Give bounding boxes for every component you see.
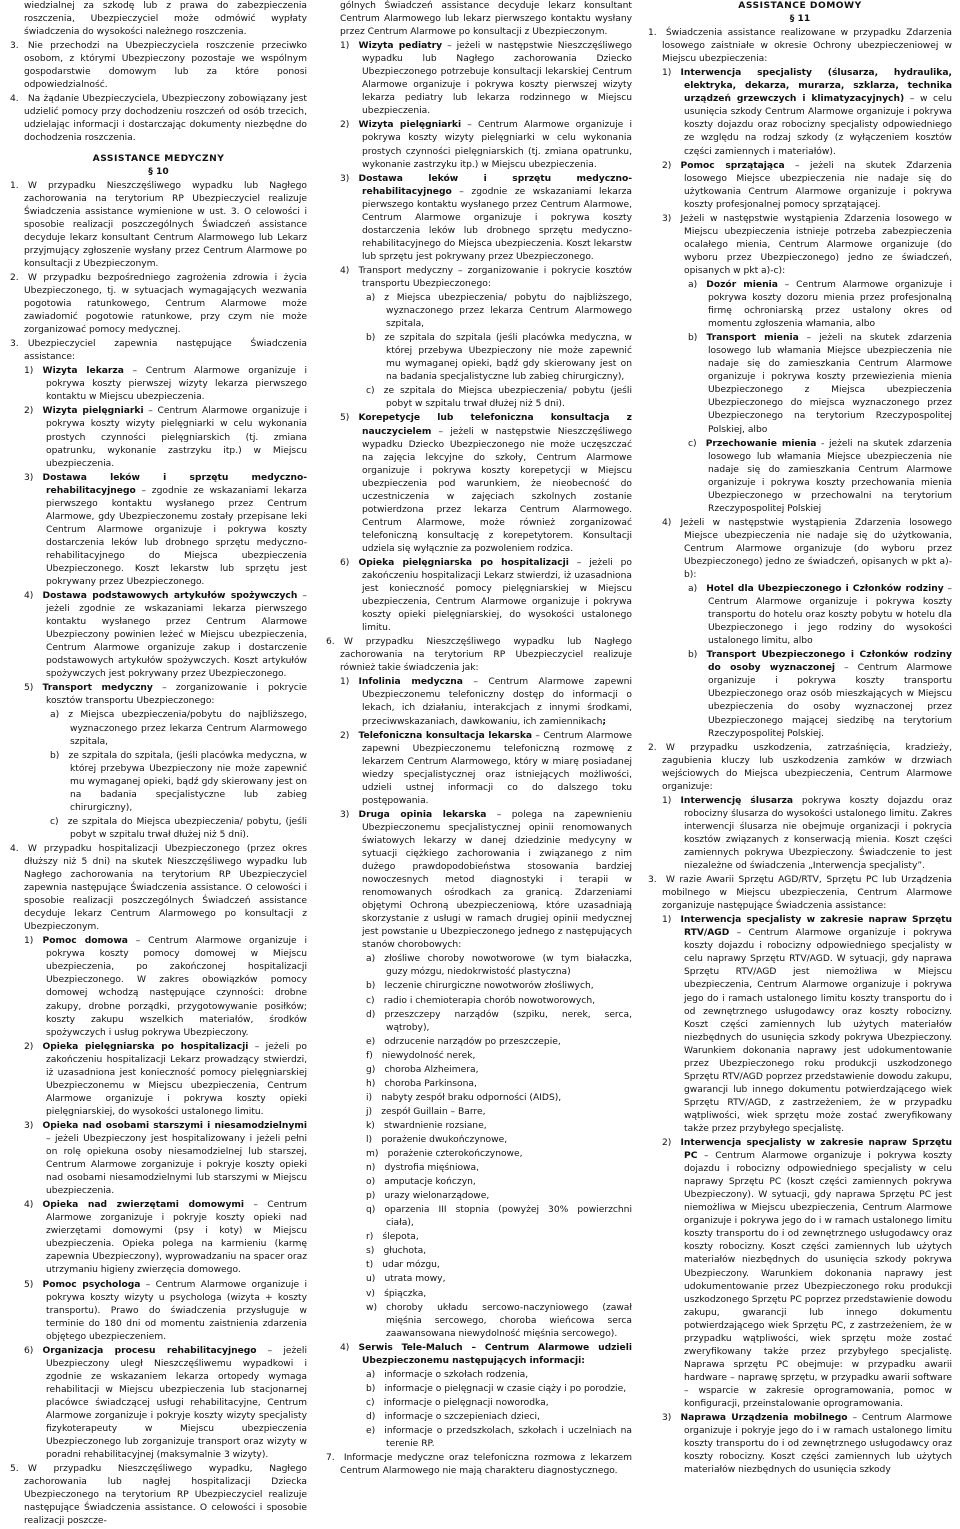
numbered-point: 1) Wizyta lekarza – Centrum Alarmowe organizuje i pokrywa koszty pierwszej wizyty lekarza pierwszego kontaktu w Miejscu ubezpieczenia. [24, 366, 307, 403]
numbered-clause: 6. W przypadku Nieszczęśliwego wypadku lub Nagłego zachorowania na terytorium RP Ubezpieczyciel realizuje również takie świadczenia jak: [326, 637, 632, 674]
numbered-clause: 5. W przypadku Nieszczęśliwego wypadku, Nagłego zachorowania lub nagłej hospitalizacji Dziecka Ubezpieczonego na terytorium RP Ubezpieczyciel realizuje następujące Świadczenia assistance. O celowości i sposobie realizacji poszcze- [10, 1464, 307, 1527]
numbered-clause: 3. W razie Awarii Sprzętu AGD/RTV, Sprzętu PC lub Urządzenia mobilnego w Miejscu ubezpieczenia, Centrum Alarmowe zorganizuje następujące Świadczenia assistance: [648, 875, 952, 912]
lettered-subpoint: e) odrzucenie narządów po przeszczepie, [366, 1036, 561, 1047]
numbered-point: 1) Pomoc domowa – Centrum Alarmowe organizuje i pokrywa koszty pomocy domowej w Miejscu ubezpieczenia, po zakończonej hospitalizacji Ubezpieczonego. W zakres obowiązków pomocy domowej wchodzą następujące czynności: drobne zakupy, drobne porządki, przygotowywanie posiłków; koszty zakupu wszelkich materiałów, środków spożywczych i usług pokrywa Ubezpieczony. [24, 936, 307, 1038]
numbered-clause: 4. Na żądanie Ubezpieczyciela, Ubezpieczony zobowiązany jest udzielić pomocy przy dochodzeniu roszczeń od osób trzecich, udzielając informacji i dostarczając dokumenty niezbędne do dochodzenia roszczenia. [10, 94, 307, 144]
numbered-point: 1) Interwencję ślusarza pokrywa koszty dojazdu oraz robocizny ślusarza do wysokości ustalonego limitu. Zakres interwencji ślusarza nie obejmuje organizacji i pokrycia kosztów związanych z konserwacją mienia. Koszt części zamiennych pokrywa Ubezpieczony. Świadczenie to jest niezależne od świadczenia „Interwencja specjalisty”. [662, 795, 952, 872]
numbered-point: 6) Opieka pielęgniarska po hospitalizacji – jeżeli po zakończeniu hospitalizacji Lekarz stwierdzi, iż uzasadniona jest konieczność pomocy pielęgniarskiej w Miejscu ubezpieczenia, Centrum Alarmowe organizuje i pokrywa koszty opieki pielęgniarskiej, do wysokości ustalonego limitu. [340, 557, 632, 634]
section-heading: ASSISTANCE DOMOWY [738, 1, 862, 11]
numbered-point: 4) Jeżeli w następstwie wystąpienia Zdarzenia losowego Miejsce ubezpieczenia nie nadaje się do użytkowania, Centrum Alarmowe organizuje (do wyboru przez Ubezpieczonego) jedno ze świadczeń, opisanych w pkt a)-b): [662, 517, 952, 581]
lettered-subpoint: v) śpiączka, [366, 1288, 427, 1299]
lettered-subpoint: c) radio i chemioterapia chorób nowotworowych, [366, 995, 596, 1006]
lettered-subpoint: d) przeszczepy narządów (szpiku, nerek, serca, wątroby), [366, 1009, 632, 1033]
lettered-subpoint: a) Dozór mienia – Centrum Alarmowe organizuje i pokrywa koszty dozoru mienia przez profesjonalną firmę ochroniarską przez ustalony okres od momentu zgłoszenia włamania, albo [688, 279, 952, 330]
lettered-subpoint: j) zespół Guillain – Barre, [366, 1106, 486, 1117]
numbered-clause: 2. W przypadku bezpośredniego zagrożenia zdrowia i życia Ubezpieczonego, tj. w sytuacjach wymagających wezwania pogotowia ratunkowego, Centrum Alarmowe może zawiadomić pogotowie ratunkowe, przy czym nie może zorganizować pomocy medycznej. [10, 272, 307, 336]
lettered-subpoint: a) złośliwe choroby nowotworowe (w tym białaczka, guzy mózgu, niedokrwistość plastyczna) [366, 954, 632, 978]
numbered-clause: 1. W przypadku Nieszczęśliwego wypadku lub Nagłego zachorowania na terytorium RP Ubezpieczyciel realizuje Świadczenia assistance wymienione w ust. 3. O celowości i sposobie realizacji poszczególnych Świadczeń assistance decyduje lekarz konsultant Centrum Alarmowego lub Lekarz przyjmujący zgłoszenie wysłany przez Centrum Alarmowe po konsultacji z Ubezpieczonym. [10, 180, 307, 269]
lettered-subpoint: e) informacje o przedszkolach, szkołach i uczelniach na terenie RP. [366, 1425, 632, 1450]
numbered-point: 4) Opieka nad zwierzętami domowymi – Centrum Alarmowe zorganizuje i pokryje koszty opieki nad zwierzętami domowymi (psy i koty) w Miejscu ubezpieczenia. Opieka polega na karmieniu (karmę zapewnia Ubezpieczony), wyprowadzaniu na spacer oraz utrzymaniu higieny zwierzęcia domowego. [24, 1200, 307, 1276]
numbered-point: 2) Interwencja specjalisty w zakresie napraw Sprzętu PC – Centrum Alarmowe organizuje i pokrywa koszty dojazdu i robocizny odpowiedniego specjalisty w celu naprawy Sprzętu PC (koszt części zamiennych pokrywa Ubezpieczony). W sytuacji, gdy naprawa Sprzętu PC jest niemożliwa w Miejscu ubezpieczenia, Centrum Alarmowe organizuje i pokrywa jego do i w ramach ustalonego limitu koszty transportu do i od zewnętrznego usługodawcy oraz koszty robocizny. Koszt części zamiennych lub użytych materiałów niezbędnych do usunięcia szkody pokrywa Ubezpieczony. Warunkiem dokonania naprawy jest udokumentowanie przez Ubezpieczonego roku produkcji uszkodzonego Sprzętu PC poprzez przedstawienie dowodu zakupu, gwarancji lub innego dokumentu potwierdzającego wiek Sprzętu PC, z zastrzeżeniem, że w przypadku wątpliwości, wiek sprzętu może zostać zweryfikowany także przez przybyłego specjalistę. Naprawa sprzętu PC obejmuje: w przypadku awarii hardware – naprawę sprzętu, w przypadku awarii software – wsparcie w zakresie oprogramowania, pomoc w konfiguracji, przeinstalowanie oprogramowania. [662, 1138, 952, 1409]
lettered-subpoint: b) informacje o pielęgnacji w czasie ciąży i po porodzie, [366, 1383, 627, 1394]
lettered-subpoint: c) Przechowanie mienia - jeżeli na skutek zdarzenia losowego lub włamania Miejsce ubezpieczenia nie nadaje się do zamieszkania Centrum Alarmowe organizuje i pokrywa koszty przechowania mienia Ubezpieczonego w przechowalni na terytorium Rzeczypospolitej Polskiej [688, 438, 952, 514]
numbered-point: 1) Interwencja specjalisty (ślusarza, hydraulika, elektryka, dekarza, murarza, szklarza, technika urządzeń grzewczych i klimatyzacyjnych) – w celu usunięcia szkody Centrum Alarmowe organizuje i pokrywa koszty dojazdu oraz robocizny specjalisty odpowiedniego ze względu na rodzaj szkody (z wyłączeniem kosztów części zamiennych i materiałów). [662, 68, 952, 157]
numbered-clause: 1. Świadczenia assistance realizowane w przypadku Zdarzenia losowego zaistniałe w okresie Ochrony ubezpieczeniowej w Miejscu ubezpieczenia: [648, 28, 952, 65]
numbered-point: 2) Telefoniczna konsultacja lekarska – Centrum Alarmowe zapewni Ubezpieczonemu telefoniczną rozmowę z lekarzem Centrum Alarmowego, który w miarę posiadanej wiedzy specjalistycznej oraz istniejących możliwości, udzieli ustnej informacji co do dalszego toku postępowania. [340, 730, 632, 806]
numbered-point: 3) Naprawa Urządzenia mobilnego – Centrum Alarmowe organizuje i pokryje jego do i w ramach ustalonego limitu koszty transportu do i od zewnętrznego usługodawcy oraz koszty robocizny. Koszt części zamiennych lub użytych materiałów niezbędnych do usunięcia szkody [662, 1413, 953, 1476]
numbered-point: 5) Transport medyczny – zorganizowanie i pokrycie kosztów transportu Ubezpieczonego: [24, 683, 307, 707]
numbered-point: 5) Korepetycje lub telefoniczna konsultacja z nauczycielem – jeżeli w następstwie Nieszczęśliwego wypadku Dziecko Ubezpieczonego nie może uczęszczać na zajęcia lekcyjne do szkoły, Centrum Alarmowe organizuje i pokrywa koszty korepetycji w Miejscu ubezpieczenia pod warunkiem, że nieobecność do uczestniczenia w zajęciach szkolnych zostanie potwierdzona przez lekarza Centrum Alarmowego. Centrum Alarmowe, może również zorganizować telefoniczną konsultację z korepetytorem. Konsultacji udziela się wyłącznie za pozwoleniem rodzica. [340, 413, 632, 554]
lettered-subpoint: c) informacje o pielęgnacji noworodka, [366, 1397, 549, 1408]
lettered-subpoint: q) oparzenia III stopnia (powyżej 30% powierzchni ciała), [366, 1205, 632, 1229]
numbered-point: 3) Opieka nad osobami starszymi i niesamodzielnymi – jeżeli Ubezpieczony jest hospitalizowany i jeżeli pełni on rolę opiekuna osoby niesamodzielnej lub starszej, Centrum Alarmowe zorganizuje i pokryje koszty opieki nad osobami niesamodzielnymi lub starszymi w Miejscu ubezpieczenia. [24, 1120, 307, 1197]
numbered-point: 6) Organizacja procesu rehabilitacyjnego – jeżeli Ubezpieczony uległ Nieszczęśliwemu wypadkowi i zgodnie ze wskazaniem lekarza ortopedy wymaga rehabilitacji w Miejscu ubezpieczenia lub stacjonarnej placówce świadczącej usługi rehabilitacyjne, Centrum Alarmowe zorganizuje i pokryje koszty wizyty specjalisty fizykoterapeuty w Miejscu ubezpieczenia Ubezpieczonego lub zorganizuje transport oraz wizyty w poradni rehabilitacyjnej (maksymalnie 3 wizyty). [24, 1345, 307, 1461]
column-middle [326, 0, 632, 1479]
numbered-point: 2) Wizyta pielęgniarki – Centrum Alarmowe organizuje i pokrywa koszty wizyty pielęgniarki w celu wykonania prostych czynności pielęgniarskich (tj. zmiana opatrunku, wykonanie zastrzyku itp.) w Miejscu ubezpieczenia. [340, 120, 632, 170]
lettered-subpoint: a) z Miejsca ubezpieczenia/pobytu do najbliższego, wyznaczonego przez lekarza Centrum Alarmowego szpitala, [50, 710, 307, 747]
numbered-clause: 4. W przypadku hospitalizacji Ubezpieczonego (przez okres dłuższy niż 5 dni) na skutek Nieszczęśliwego wypadku lub Nagłego zachorowania na terytorium RP Ubezpieczyciel zapewnia następujące Świadczenia assistance. O celowości i sposobie realizacji poszczególnych Świadczeń assistance decyduje lekarz Centrum Alarmowego po konsultacji z Ubezpieczonym. [10, 843, 307, 933]
column-left [10, 0, 307, 1529]
numbered-clause: 2. W przypadku uszkodzenia, zatrzaśnięcia, kradzieży, zagubienia kluczy lub uszkodzenia zamków w drzwiach wejściowych do Miejsca ubezpieczenia, Centrum Alarmowe organizuje: [648, 742, 952, 792]
lettered-subpoint: a) Hotel dla Ubezpieczonego i Członków rodziny – Centrum Alarmowe organizuje i pokrywa koszty transportu do hotelu oraz koszty pobytu w hotelu dla Ubezpieczonego i jego rodziny do wysokości ustalonego limitu, albo [688, 584, 953, 647]
numbered-clause: 7. Informacje medyczne oraz telefoniczna rozmowa z lekarzem Centrum Alarmowego nie mają charakteru diagnostycznego. [326, 1453, 632, 1477]
lettered-subpoint: f) niewydolność nerek, [366, 1050, 476, 1061]
section-number: § 10 [148, 166, 169, 177]
lettered-subpoint: p) urazy wielonarządowe, [366, 1191, 490, 1202]
lettered-subpoint: h) choroba Parkinsona, [366, 1078, 477, 1089]
lettered-subpoint: a) z Miejsca ubezpieczenia/ pobytu do najbliższego, wyznaczonego przez lekarza Centrum Alarmowego szpitala, [366, 293, 632, 330]
numbered-point: 1) Interwencja specjalisty w zakresie napraw Sprzętu RTV/AGD – Centrum Alarmowe organizuje i pokrywa koszty dojazdu i robocizny odpowiedniego specjalisty w celu naprawy Sprzętu RTV/AGD. W sytuacji, gdy naprawa Sprzętu RTV/AGD jest niemożliwa w Miejscu ubezpieczenia, Centrum Alarmowe organizuje i pokrywa jego do i ramach ustalonego limitu koszty transportu do i od zewnętrznego usługodawcy oraz koszty robocizny. Koszt części zamiennych lub użytych materiałów niezbędnych do usunięcia szkody pokrywa Ubezpieczony. Warunkiem dokonania naprawy jest udokumentowanie przez Ubezpieczonego roku produkcji uszkodzonego Sprzętu RTV/AGD poprzez przedstawienie dowodu zakupu, gwarancji lub innego dokumentu potwierdzającego wiek Sprzętu RTV/AGD, z zastrzeżeniem, że w przypadku wątpliwości, wiek sprzętu może zostać zweryfikowany także przez przybyłego specjalistę. [662, 915, 952, 1134]
lettered-subpoint: w) choroby układu sercowo-naczyniowego (zawał mięśnia sercowego, choroba wieńcowa serca zaawansowana niewydolność mięśnia sercowego). [366, 1302, 632, 1339]
lettered-subpoint: c) ze szpitala do Miejsca ubezpieczenia/ pobytu, (jeśli pobyt w szpitalu trwał dłużej niż 5 dni). [50, 816, 307, 840]
section-number: § 11 [789, 14, 811, 25]
numbered-point: 3) Druga opinia lekarska – polega na zapewnieniu Ubezpieczonemu specjalistycznej opinii renomowanych światowych lekarzy w danej dziedzinie medycyny w sytuacji ciężkiego zachorowania i związanego z nim dużego prawdopodobieństwa stosowania bardziej nowoczesnych metod diagnostyki i terapii w renomowanych ośrodkach za granicą. Zdarzeniami objętymi Ochroną ubezpieczeniową, które uzasadniają skorzystanie z usługi w ramach drugiej opinii medycznej jest powstanie u Ubezpieczonego jednego z następujących stanów chorobowych: [340, 809, 632, 951]
section-heading: ASSISTANCE MEDYCZNY [92, 153, 225, 164]
numbered-point: 3) Dostawa leków i sprzętu medyczno-rehabilitacyjnego – zgodnie ze wskazaniami lekarza pierwszego kontaktu wysłanego przez Centrum Alarmowe, Centrum Alarmowe organizuje i pokrywa koszty dostarczenia leków lub drobnego sprzętu medyczno-rehabilitacyjnego do Miejsca ubezpieczenia. Koszt lekarstw lub sprzętu jest pokrywany przez Ubezpieczonego. [340, 173, 632, 262]
numbered-point: 3) Jeżeli w następstwie wystąpienia Zdarzenia losowego w Miejscu ubezpieczenia istnieje potrzeba zabezpieczenia ocalałego mienia, Centrum Alarmowe organizuje (do wyboru przez Ubezpieczonego) jedno ze świadczeń, opisanych w pkt a)-c): [662, 213, 952, 276]
lettered-subpoint: b) Transport mienia – jeżeli na skutek zdarzenia losowego lub włamania Miejsce ubezpieczenia nie nadaje się do zamieszkania Centrum Alarmowe organizuje i pokrywa koszty przewiezienia mienia Ubezpieczonego z Miejsca ubezpieczenia Ubezpieczonego do miejsca wyznaczonego przez Ubezpieczonego na terytorium Rzeczypospolitej Polskiej, albo [688, 333, 952, 435]
numbered-point: 4) Transport medyczny – zorganizowanie i pokrycie kosztów transportu Ubezpieczonego: [340, 265, 632, 289]
lettered-subpoint: g) choroba Alzheimera, [366, 1064, 479, 1075]
numbered-point: 4) Dostawa podstawowych artykułów spożywczych – jeżeli zgodnie ze wskazaniami lekarza pierwszego kontaktu wysłanego przez Centrum Alarmowe Ubezpieczony powinien leżeć w Miejscu ubezpieczenia, Centrum Alarmowe organizuje zakup i dostarczenie podstawowych artykułów spożywczych. Koszt artykułów spożywczych jest pokrywany przez Ubezpieczonego. [24, 591, 307, 680]
lettered-subpoint: k) stwardnienie rozsiane, [366, 1120, 487, 1131]
lettered-subpoint: u) utrata mowy, [366, 1274, 446, 1285]
numbered-clause: 3. Ubezpieczyciel zapewnia następujące Świadczenia assistance: [10, 339, 307, 363]
numbered-point: 2) Wizyta pielęgniarki – Centrum Alarmowe organizuje i pokrywa koszty wizyty pielęgniarki w celu wykonania prostych czynności pielęgniarskich (tj. zmiana opatrunku, wykonanie zastrzyku itp.) w Miejscu ubezpieczenia. [24, 406, 307, 469]
lettered-subpoint: s) głuchota, [366, 1246, 427, 1257]
lettered-subpoint: a) informacje o szkołach rodzenia, [366, 1369, 529, 1380]
lettered-subpoint: o) amputacje kończyn, [366, 1177, 476, 1188]
numbered-point: 3) Dostawa leków i sprzętu medyczno-rehabilitacyjnego – zgodnie ze wskazaniami lekarza pierwszego kontaktu wysłanego przez Centrum Alarmowe, gdy Ubezpieczonemu zostały przepisane leki Centrum Alarmowe organizuje i pokrywa koszty dostarczenia leków lub drobnego sprzętu medyczno-rehabilitacyjnego do Miejsca ubezpieczenia Ubezpieczonego. Koszt lekarstw lub sprzętu jest pokrywany przez Ubezpieczonego. [24, 472, 307, 588]
lettered-subpoint: l) porażenie dwukończynowe, [366, 1134, 508, 1145]
numbered-clause: 3. Nie przechodzi na Ubezpieczyciela roszczenie przeciwko osobom, z którymi Ubezpieczony pozostaje we wspólnym gospodarstwie domowym lub za które ponosi odpowiedzialność. [10, 41, 307, 91]
numbered-point: 5) Pomoc psychologa – Centrum Alarmowe organizuje i pokrywa koszty wizyty u psychologa (wizyta + koszty transportu). Prawo do świadczenia przysługuje w terminie do 180 dni od momentu zaistnienia zdarzenia objętego ubezpieczeniem. [24, 1279, 307, 1342]
lettered-subpoint: d) informacje o szczepieniach dzieci, [366, 1411, 540, 1422]
lettered-subpoint: m) porażenie czterokończynowe, [366, 1149, 523, 1160]
lettered-subpoint: b) ze szpitala do szpitala, (jeśli placówka medyczna, w której przebywa Ubezpieczony nie może zapewnić mu wymaganej opieki, bądź gdy skierowany jest on na badania specjalistyczne lub zabieg chirurgiczny), [50, 750, 307, 813]
lettered-subpoint: t) udar mózgu, [366, 1260, 440, 1271]
lettered-subpoint: i) nabyty zespół braku odporności (AIDS), [366, 1092, 562, 1103]
numbered-point: 2) Pomoc sprzątająca – jeżeli na skutek Zdarzenia losowego Miejsce ubezpieczenia nie nadaje się do użytkowania Centrum Alarmowe organizuje i pokrywa koszty profesjonalnej pomocy sprzątającej. [662, 160, 952, 210]
lettered-subpoint: b) Transport Ubezpieczonego i Członków rodziny do osoby wyznaczonej – Centrum Alarmowe organizuje i pokrywa koszty transportu Ubezpieczonego oraz osób mieszkających w Miejscu ubezpieczenia do osoby wyznaczonej przez Ubezpieczonego mającej siedzibę na terytorium Rzeczypospolitej Polskiej. [688, 650, 952, 739]
paragraph: gólnych Świadczeń assistance decyduje lekarz konsultant Centrum Alarmowego lub lekarz pierwszego kontaktu wysłany przez Centrum Alarmowe po konsultacji z Ubezpieczonym. [340, 1, 632, 38]
numbered-point: 1) Infolinia medyczna – Centrum Alarmowe zapewni Ubezpieczonemu telefoniczny dostęp do informacji o lekach, ich działaniu, interakcjach z innymi środkami, przeciwwskazaniach, dawkowaniu, ich zamiennikach; [340, 677, 632, 727]
paragraph: wiedzialnej za szkodę lub z prawa do zabezpieczenia roszczenia, Ubezpieczyciel może odmówić wypłaty świadczenia do wysokości należnego roszczenia. [24, 1, 307, 38]
numbered-point: 2) Opieka pielęgniarska po hospitalizacji – jeżeli po zakończeniu hospitalizacji Lekarz prowadzący stwierdzi, iż uzasadniona jest konieczność pomocy pielęgniarskiej Ubezpieczonemu w Miejscu ubezpieczenia, Centrum Alarmowe organizuje i pokrywa koszty opieki pielęgniarskiej, do wysokości ustalonego limitu. [24, 1041, 307, 1117]
numbered-point: 4) Serwis Tele-Maluch – Centrum Alarmowe udzieli Ubezpieczonemu następujących informacji: [340, 1342, 632, 1366]
lettered-subpoint: n) dystrofia mięśniowa, [366, 1163, 480, 1174]
numbered-point: 1) Wizyta pediatry – jeżeli w następstwie Nieszczęśliwego wypadku lub Nagłego zachorowania Dziecko Ubezpieczonego potrzebuje konsultacji lekarskiej Centrum Alarmowe organizuje i pokrywa koszty pierwszej wizyty lekarza pediatry lub lekarza rodzinnego w Miejscu ubezpieczenia. [340, 41, 632, 117]
lettered-subpoint: b) ze szpitala do szpitala (jeśli placówka medyczna, w której przebywa Ubezpieczony nie może zapewnić mu wymaganej opieki, bądź gdy skierowany jest on na badania specjalistyczne lub zabieg chirurgiczny), [366, 333, 632, 383]
lettered-subpoint: r) ślepota, [366, 1232, 419, 1243]
column-right [648, 0, 952, 1478]
lettered-subpoint: b) leczenie chirurgiczne nowotworów złośliwych, [366, 981, 594, 992]
lettered-subpoint: c) ze szpitala do Miejsca ubezpieczenia/ pobytu (jeśli pobyt w szpitalu trwał dłużej niż 5 dni). [366, 386, 632, 410]
